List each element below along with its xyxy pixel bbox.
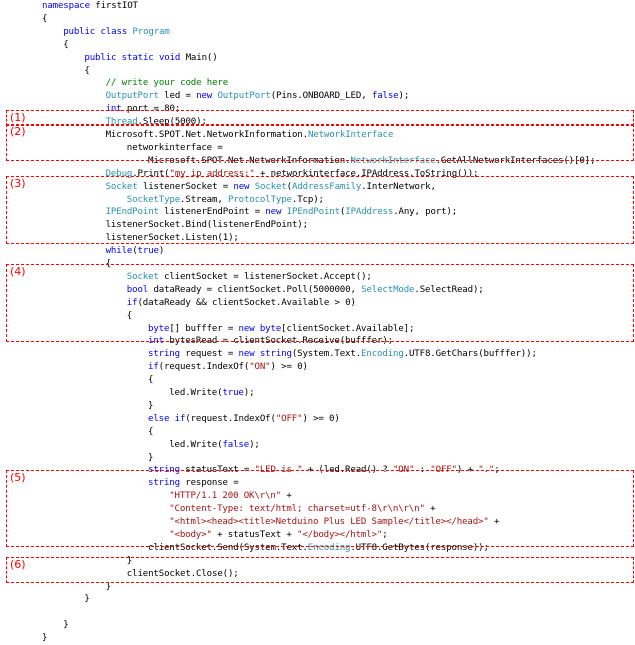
code-token: public xyxy=(63,26,96,37)
code-token: else if xyxy=(148,413,186,424)
code-token: [clientSocket.Available]; xyxy=(281,323,415,334)
code-token: bool xyxy=(126,284,149,295)
code-token: firstIOT xyxy=(95,1,138,11)
code-line xyxy=(148,400,153,413)
code-token: { xyxy=(84,65,90,76)
code-token: port = 80; xyxy=(126,104,181,115)
code-token: byte xyxy=(148,323,170,334)
annotation-label-3: (3) xyxy=(10,177,26,190)
annotation-box-6 xyxy=(6,557,634,583)
code-token: static xyxy=(121,52,154,63)
code-token: int xyxy=(105,104,122,115)
code-token: "OFF" xyxy=(430,465,457,476)
code-token: [] bufffer = xyxy=(169,323,234,334)
code-token: new xyxy=(233,181,250,192)
code-token: .UTF8.GetChars(bufffer)); xyxy=(403,349,537,360)
code-token: .Sleep(5000); xyxy=(137,117,207,128)
code-line xyxy=(84,593,89,606)
code-token: { xyxy=(63,39,69,50)
code-token: : xyxy=(419,465,425,476)
code-token: OutputPort xyxy=(105,91,159,102)
code-line xyxy=(42,0,138,13)
code-token: IPEndPoint xyxy=(105,207,159,218)
code-token: ) >= 0) xyxy=(270,362,308,373)
code-token: listenerSocket.Bind(listenerEndPoint); xyxy=(105,220,308,231)
code-token: networkinterface = xyxy=(126,142,223,153)
code-line xyxy=(42,632,47,645)
code-token: .UTF8.GetBytes(response)); xyxy=(350,542,489,553)
code-line xyxy=(148,374,153,387)
code-line xyxy=(169,439,260,452)
code-token: "my ip address:" xyxy=(169,168,255,179)
code-token: ( xyxy=(132,246,138,257)
code-token: + xyxy=(286,491,292,502)
code-token: listenerEndPoint = xyxy=(164,207,261,218)
code-token: Program xyxy=(132,26,170,37)
code-token: public xyxy=(84,52,117,63)
code-token: new xyxy=(196,91,213,102)
code-token: Microsoft.SPOT.Net.NetworkInformation. xyxy=(105,130,308,140)
code-token: + statusText + xyxy=(217,529,292,540)
annotation-box-5 xyxy=(6,470,634,547)
code-token: .SelectRead); xyxy=(414,284,484,295)
code-token: NetworkInterface xyxy=(350,155,436,166)
code-token: ( xyxy=(339,207,346,218)
code-token: } xyxy=(105,581,111,592)
code-line xyxy=(84,52,217,65)
code-token: + xyxy=(430,504,436,515)
code-token: new xyxy=(238,349,255,360)
code-token: } xyxy=(126,555,133,566)
code-token: (System.Text. xyxy=(291,349,362,360)
code-token: IPEndPoint xyxy=(286,207,340,218)
code-token: + networkinterface.IPAddress.ToString()); xyxy=(260,168,479,179)
code-token: + xyxy=(494,517,500,527)
code-token: true xyxy=(137,246,159,257)
code-token: } xyxy=(148,400,154,411)
code-token: (Pins.ONBOARD_LED, xyxy=(270,91,367,102)
code-line xyxy=(63,39,68,52)
code-token: Socket xyxy=(126,271,159,282)
code-token: "</body></html>" xyxy=(297,529,383,540)
code-token: "Content-Type: text/html; charset=utf-8\r\n\r\n" xyxy=(169,504,425,515)
code-token: namespace xyxy=(42,1,90,11)
code-token: void xyxy=(158,52,181,63)
code-line xyxy=(63,26,170,39)
code-token: false xyxy=(371,91,399,102)
code-token: .Tcp); xyxy=(291,194,324,205)
code-line xyxy=(148,348,537,361)
code-token: false xyxy=(222,439,250,450)
code-token: SelectMode xyxy=(361,284,415,295)
code-token: Microsoft.SPOT.Net.NetworkInformation. xyxy=(148,155,351,166)
code-token: if xyxy=(148,362,159,373)
code-token: led = xyxy=(164,91,191,102)
code-token: while xyxy=(105,246,133,257)
code-token: string xyxy=(148,478,180,489)
code-token: OutputPort xyxy=(217,91,271,102)
annotation-box-3 xyxy=(6,176,634,244)
code-token: listenerSocket = xyxy=(142,181,229,192)
code-token: // write your code here xyxy=(105,78,229,89)
code-token: "LED is " xyxy=(254,465,303,476)
code-token: string xyxy=(148,465,180,476)
code-token: ); xyxy=(398,91,410,102)
code-line xyxy=(42,13,47,26)
code-token: { xyxy=(148,375,154,386)
code-line xyxy=(106,77,228,90)
code-token: "OFF" xyxy=(275,413,303,424)
code-token: led.Write( xyxy=(169,388,223,398)
code-token: } xyxy=(148,452,154,463)
code-token: ( xyxy=(286,181,292,192)
annotation-label-4: (4) xyxy=(10,265,26,278)
code-token: ) xyxy=(158,246,165,257)
code-token: dataReady = clientSocket.Poll(5000000, xyxy=(153,284,356,295)
code-token: if xyxy=(126,297,138,308)
code-token: class xyxy=(100,26,128,37)
annotation-label-1: (1) xyxy=(10,111,26,124)
code-line xyxy=(63,619,68,632)
code-token: "ON" xyxy=(249,362,271,373)
code-token: (request.IndexOf( xyxy=(185,413,276,424)
code-token: Main() xyxy=(185,52,218,63)
code-token: ) >= 0) xyxy=(302,413,340,424)
code-token: } xyxy=(63,620,69,631)
code-token: Encoding xyxy=(307,542,351,553)
code-token: { xyxy=(148,426,154,437)
code-token: } xyxy=(84,594,90,605)
code-token: { xyxy=(126,310,133,321)
code-line xyxy=(148,452,153,465)
code-line xyxy=(148,361,308,374)
code-token: .Print( xyxy=(132,168,170,179)
code-token: new xyxy=(238,323,255,334)
code-token: listenerSocket.Listen(1); xyxy=(105,233,239,244)
code-token: "ON" xyxy=(392,465,415,476)
annotation-label-2: (2) xyxy=(10,125,26,138)
code-line xyxy=(148,413,340,426)
code-token: "." xyxy=(478,465,495,476)
code-line xyxy=(84,65,89,78)
code-token: .GetAllNetworkInterfaces()[0]; xyxy=(435,155,596,166)
code-token: } xyxy=(42,633,48,644)
code-line xyxy=(106,245,165,258)
code-token: Debug xyxy=(105,168,133,179)
code-token: Thread xyxy=(105,117,138,128)
code-token: ) + xyxy=(456,465,473,476)
code-token: ); xyxy=(243,388,255,398)
code-token: new xyxy=(265,207,282,218)
code-token: string xyxy=(259,349,292,360)
code-line xyxy=(169,387,254,400)
code-token: SocketType xyxy=(126,194,181,205)
code-token: (request.IndexOf( xyxy=(158,362,250,373)
annotation-box-2 xyxy=(6,124,634,161)
code-line xyxy=(106,90,410,103)
code-token: byte xyxy=(259,323,282,334)
code-token: "HTTP/1.1 200 OK\r\n" xyxy=(169,491,282,502)
code-token: Socket xyxy=(105,181,138,192)
code-token: clientSocket.Close(); xyxy=(126,568,239,579)
code-token: { xyxy=(105,259,111,269)
code-token: Encoding xyxy=(361,349,404,360)
code-token: "<html><head><title>Netduino Plus LED Sample</title></head>" xyxy=(169,517,489,527)
code-token: true xyxy=(222,388,244,398)
code-token: string xyxy=(148,349,180,360)
code-token: IPAddress xyxy=(345,207,394,218)
code-token: led.Write( xyxy=(169,439,223,450)
code-line xyxy=(148,426,153,439)
code-token: int xyxy=(148,336,164,347)
code-token: response = xyxy=(185,478,239,489)
annotation-box-4 xyxy=(6,264,634,342)
code-token: request = xyxy=(185,349,234,360)
code-token: .InterNetwork, xyxy=(361,181,436,192)
code-token: { xyxy=(42,13,48,24)
code-token: ; xyxy=(382,529,388,540)
code-token: ); xyxy=(249,439,260,450)
code-token: .Any, port); xyxy=(393,207,458,218)
code-token: clientSocket = listenerSocket.Accept(); xyxy=(164,271,372,282)
code-token: ; xyxy=(494,465,500,476)
code-token: ProtocolType xyxy=(227,194,292,205)
code-token: clientSocket.Send(System.Text. xyxy=(148,542,308,553)
code-token: statusText = xyxy=(185,465,250,476)
code-token: + (led.Read() ? xyxy=(307,465,388,476)
code-token: NetworkInterface xyxy=(307,130,394,140)
code-token: (dataReady && clientSocket.Available > 0) xyxy=(137,297,356,308)
code-token: bytesRead = clientSocket.Receive(bufffer); xyxy=(169,336,393,347)
code-token: AddressFamily xyxy=(292,181,362,192)
annotation-label-5: (5) xyxy=(10,471,26,484)
annotation-label-6: (6) xyxy=(10,558,26,571)
code-token: "<body>" xyxy=(169,529,212,540)
code-token: Socket xyxy=(254,181,287,192)
code-token: .Stream, xyxy=(180,194,223,205)
